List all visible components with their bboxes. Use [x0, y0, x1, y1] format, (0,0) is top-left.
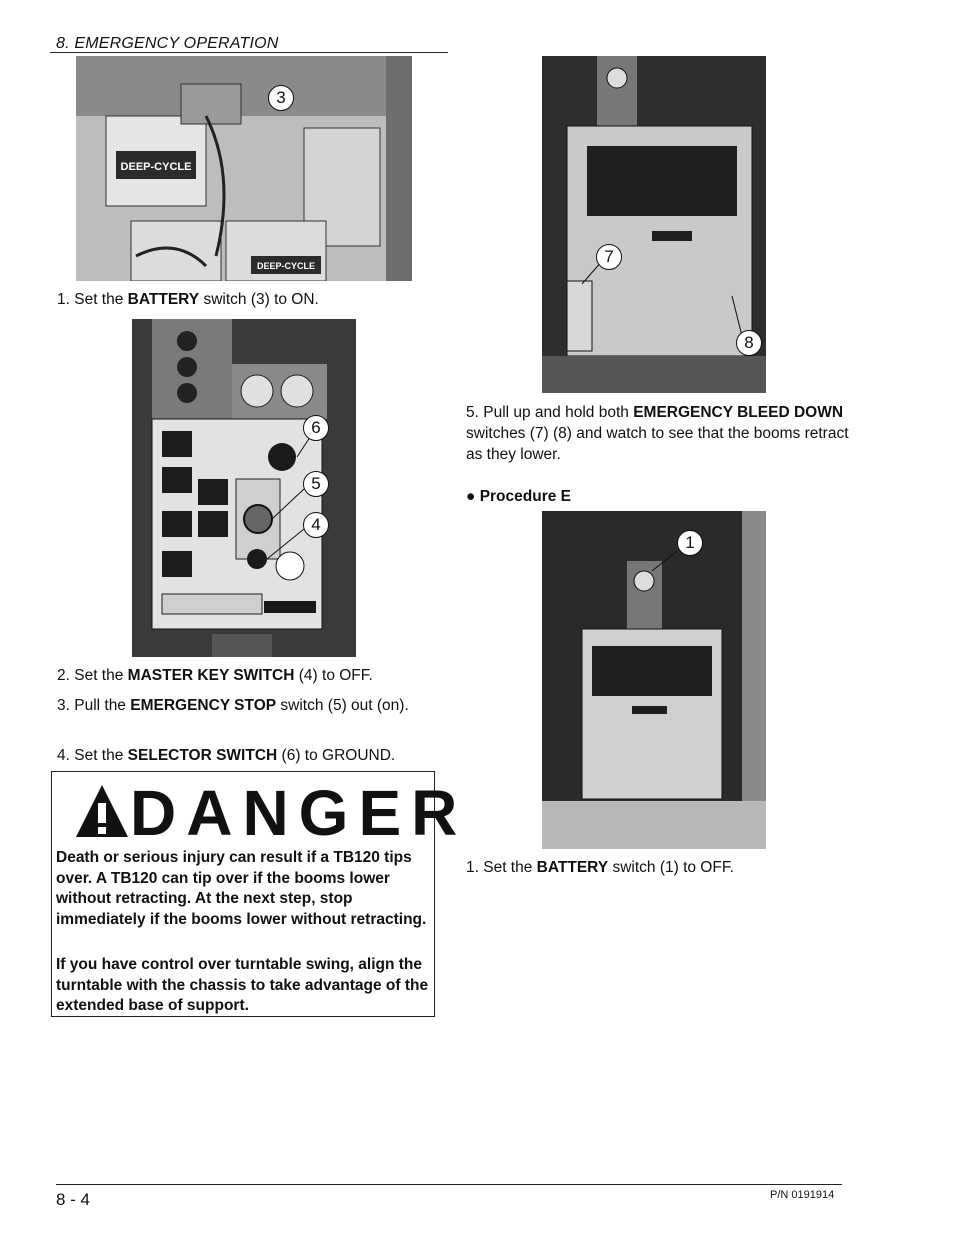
callout-3: 3	[268, 85, 294, 111]
step-3-prefix: 3. Pull the	[57, 697, 131, 714]
part-number: P/N 0191914	[770, 1189, 835, 1201]
callout-7: 7	[596, 244, 622, 270]
step-2-bold: MASTER KEY SWITCH	[127, 667, 295, 684]
step-2-prefix: 2. Set the	[57, 667, 128, 684]
battery-label-1: DEEP-CYCLE	[120, 161, 192, 173]
bleed-down-photo	[542, 56, 766, 393]
battery-switch-photo	[542, 511, 766, 849]
step-1-bold: BATTERY	[127, 291, 200, 308]
callout-6: 6	[303, 415, 329, 441]
step-1-suffix: switch (3) to ON.	[199, 291, 319, 308]
bleed-down-drawing	[542, 56, 766, 393]
step-1	[57, 290, 437, 310]
danger-heading: DANGER	[130, 777, 468, 849]
footer-rule	[56, 1184, 842, 1185]
procedure-e-step-1-suffix: switch (1) to OFF.	[608, 859, 734, 876]
step-4-suffix: (6) to GROUND.	[277, 747, 396, 764]
callout-1: 1	[677, 530, 703, 556]
procedure-e-step-1	[466, 858, 846, 878]
battery-switch-drawing	[542, 511, 766, 849]
step-3	[57, 696, 427, 716]
step-2	[57, 666, 437, 686]
procedure-title: Procedure E	[479, 488, 571, 505]
step-4-bold: SELECTOR SWITCH	[127, 747, 278, 764]
procedure-e-step-1-prefix: 1. Set the	[466, 859, 537, 876]
step-4-prefix: 4. Set the	[57, 747, 128, 764]
procedure-e-step-1-bold: BATTERY	[536, 859, 609, 876]
callout-4: 4	[303, 512, 329, 538]
page-number: 8 - 4	[56, 1190, 91, 1209]
warning-triangle-icon	[74, 783, 130, 839]
step-3-bold: EMERGENCY STOP	[130, 697, 277, 714]
step-2-suffix: (4) to OFF.	[294, 667, 373, 684]
header-rule	[50, 52, 448, 53]
step-5-suffix: switches (7) (8) and watch to see that the booms retract as they lower.	[466, 425, 849, 463]
step-5	[466, 402, 851, 465]
danger-paragraph-2: If you have control over turntable swing, align the turntable with the chassis to take advantage of the extended base of support.	[56, 956, 429, 1014]
danger-paragraph-1: Death or serious injury can result if a TB120 tips over. A TB120 can tip over if the booms lower without retracting. At the next step, stop immediately if the booms lower without retracting.	[56, 849, 427, 928]
callout-5: 5	[303, 471, 329, 497]
battery-photo-drawing	[76, 56, 412, 281]
battery-label-2: DEEP-CYCLE	[256, 261, 316, 271]
procedure-heading	[466, 487, 571, 507]
step-4	[57, 746, 447, 766]
step-3-suffix: switch (5) out (on).	[276, 697, 409, 714]
bullet-icon: ●	[466, 488, 476, 505]
step-5-bold: EMERGENCY BLEED DOWN	[633, 404, 844, 421]
battery-photo	[76, 56, 412, 281]
step-1-prefix: 1. Set the	[57, 291, 128, 308]
section-title: 8. EMERGENCY OPERATION	[56, 35, 279, 52]
callout-8: 8	[736, 330, 762, 356]
step-5-prefix: 5. Pull up and hold both	[466, 404, 634, 421]
